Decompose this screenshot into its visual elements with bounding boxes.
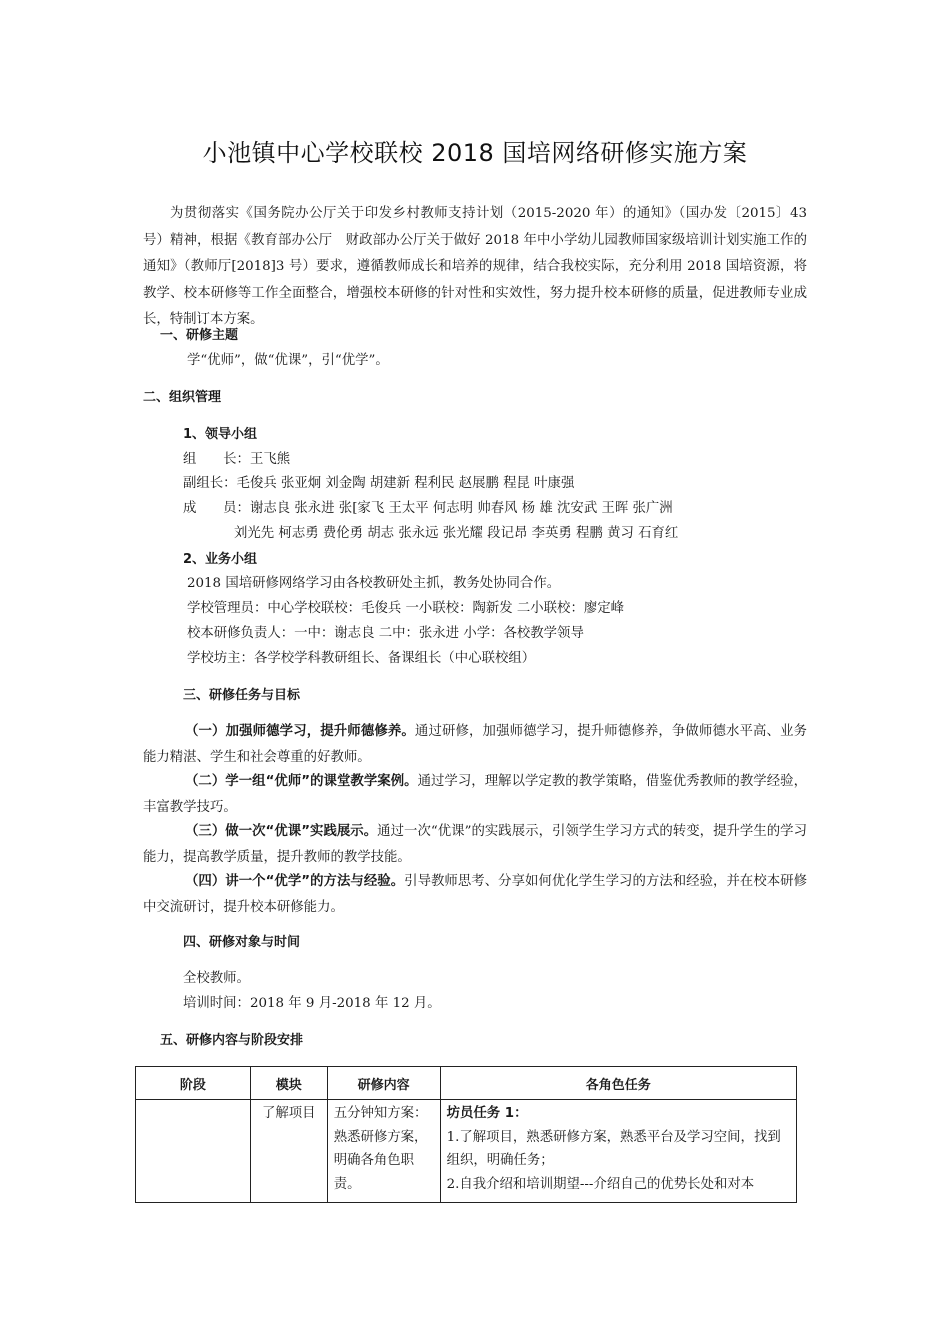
section5-heading: 五、研修内容与阶段安排 — [160, 1033, 304, 1048]
section3-heading: 三、研修任务与目标 — [183, 688, 301, 703]
leader-group-heading: 1、领导小组 — [183, 427, 258, 442]
goal-item-lead: （一）加强师德学习，提升师德修养。 — [185, 724, 415, 739]
goal-item-text: 通过一次“优课”的实践展示，引领学生学习方式的转变，提升学生的学习能力，提高教学质量，提升教师的教学技能。 — [143, 824, 807, 865]
section1-content: 学“优师”，做“优课”，引“优学”。 — [187, 353, 389, 368]
goal-item-lead: （三）做一次“优课”实践展示。 — [185, 824, 378, 839]
stage-cell — [136, 1100, 251, 1203]
goal-item-lead: （二）学一组“优师”的课堂教学案例。 — [185, 774, 418, 789]
section4-time: 培训时间：2018 年 9 月-2018 年 12 月。 — [183, 996, 441, 1011]
goal-item — [143, 869, 807, 920]
work-group-line: 学校坊主：各学校学科教研组长、备课组长（中心联校组） — [187, 651, 536, 666]
intro-paragraph: 为贯彻落实《国务院办公厅关于印发乡村教师支持计划（2015-2020 年）的通知》（国办发〔2015〕43 号）精神，根据《教育部办公厅 财政部办公厅关于做好 2018 年中小学幼儿园教师国家级培训计划实施工作的通知》（教师厅[2018]3 号）要求，遵循教师成长和培养的规律，结合我校实际，充分利用 2018 国培资源，将教学、校本研修等工作全面整合，增强校本研修的针对性和实效性，努力提升校本研修的质量，促进教师专业成长，特制订本方案。 — [143, 206, 807, 328]
schedule-table — [135, 1066, 797, 1203]
table-header-cell: 阶段 — [136, 1067, 251, 1100]
work-group-line: 2018 国培研修网络学习由各校教研处主抓，教务处协同合作。 — [187, 576, 561, 591]
role-task: 1.了解项目，熟悉研修方案，熟悉平台及学习空间，找到组织，明确任务； — [446, 1129, 781, 1168]
work-group-heading: 2、业务小组 — [183, 552, 258, 567]
work-group-line: 校本研修负责人：一中：谢志良 二中：张永进 小学：各校教学领导 — [187, 626, 584, 641]
goal-item — [143, 819, 807, 870]
leader-group-line: 副组长：毛俊兵 张亚炯 刘金陶 胡建新 程利民 赵展鹏 程昆 叶康强 — [183, 476, 575, 491]
role-title: 坊员任务 1： — [446, 1106, 528, 1121]
module-cell: 了解项目 — [250, 1100, 327, 1203]
table-header-cell: 模块 — [250, 1067, 327, 1100]
leader-group-line: 刘光先 柯志勇 费伦勇 胡志 张永远 张光耀 段记昂 李英勇 程鹏 黄习 石育红 — [234, 526, 679, 541]
goal-item-text: 引导教师思考、分享如何优化学生学习的方法和经验，并在校本研修中交流研讨，提升校本研修能力。 — [143, 874, 807, 915]
goal-item-text: 通过学习，理解以学定教的教学策略，借鉴优秀教师的教学经验，丰富教学技巧。 — [143, 774, 807, 815]
table-row — [136, 1100, 797, 1203]
goal-item — [143, 769, 807, 820]
section4-target: 全校教师。 — [183, 971, 250, 986]
goal-item-text: 通过研修，加强师德学习，提升师德修养，争做师德水平高、业务能力精湛、学生和社会尊重的好教师。 — [143, 724, 808, 765]
section2-heading: 二、组织管理 — [143, 390, 222, 405]
leader-group-line: 组 长：王飞熊 — [183, 452, 291, 467]
table-header-cell: 研修内容 — [327, 1067, 440, 1100]
leader-group-line: 成 员：谢志良 张永进 张[家飞 王太平 何志明 帅春风 杨 雄 沈安武 王晖 张广洲 — [183, 501, 673, 516]
role-task: 2.自我介绍和培训期望---介绍自己的优势长处和对本 — [446, 1176, 755, 1192]
work-group-line: 学校管理员：中心学校联校：毛俊兵 一小联校：陶新发 二小联校：廖定峰 — [187, 601, 625, 616]
section1-heading: 一、研修主题 — [160, 328, 239, 343]
goal-item — [143, 719, 807, 770]
table-header-cell: 各角色任务 — [440, 1067, 796, 1100]
table-header-row — [136, 1067, 797, 1100]
goal-item-lead: （四）讲一个“优学”的方法与经验。 — [185, 874, 405, 889]
page-title: 小池镇中心学校联校 2018 国培网络研修实施方案 — [202, 139, 748, 167]
content-cell: 五分钟知方案：熟悉研修方案，明确各角色职责。 — [327, 1100, 440, 1203]
section4-heading: 四、研修对象与时间 — [183, 935, 301, 950]
role-tasks-cell — [440, 1100, 796, 1203]
